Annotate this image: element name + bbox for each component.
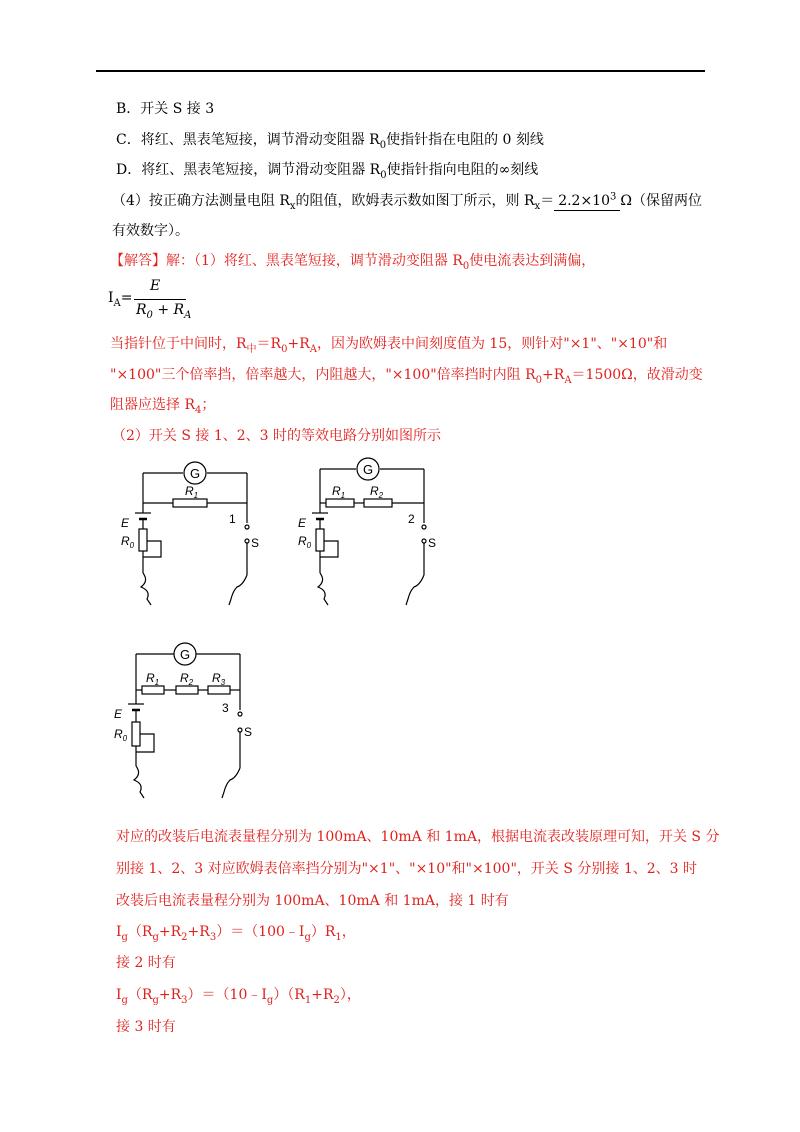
question-4-cont: 有效数字）。 [112, 223, 189, 239]
para-4: 对应的改装后电流表量程分别为 100mA、10mA 和 1mA，根据电流表改装原理可知，开关 S 分 [116, 829, 720, 845]
para-5: 别接 1、2、3 对应欧姆表倍率挡分别为"×1"、"×10"和"×100"，开关 S 分别接 1、2、3 时 [116, 861, 698, 877]
connect-3: 接 3 时有 [116, 1019, 176, 1035]
para-3: 阻器应选择 $R_4$； [110, 397, 216, 416]
solution-tag: 【解答】 [110, 253, 166, 269]
battery-label: E [121, 516, 130, 530]
para-1: 当指针位于中间时，$R_中=R_0+R_A$，因为欧姆表中间刻度值为 15，则针对"×1"、"×10"和 [110, 336, 668, 355]
resistor-label-r1: $R_1$ [146, 671, 160, 687]
battery-label: E [298, 516, 307, 530]
resistor-label-r1: $R_1$ [332, 484, 346, 500]
rheostat-label: $R_0$ [298, 534, 312, 550]
resistor-label-r2: $R_2$ [370, 484, 384, 500]
switch-label: S [251, 536, 260, 550]
switch-position-label: 3 [222, 701, 229, 715]
rheostat-label: $R_0$ [114, 727, 128, 743]
option-b: B．开关 S 接 3 [116, 101, 215, 117]
switch-position-label: 2 [408, 512, 415, 526]
circuit-diagram-2 [292, 455, 452, 615]
connect-2: 接 2 时有 [116, 955, 176, 971]
rheostat-label: $R_0$ [121, 534, 135, 550]
equation-1: $I_g(R_g+R_2+R_3)=(100﹣I_g)R_1$， [116, 924, 356, 943]
switch-label: S [428, 536, 437, 550]
question-4: （4）按正确方法测量电阻 $R_x$的阻值，欧姆表示数如图丁所示，则 $R_x= 2.2\times 10^3$ Ω（保留两位 [112, 191, 702, 212]
circuit-diagram-1 [115, 455, 275, 615]
resistor-label-r3: $R_3$ [212, 671, 226, 687]
para-6: 改装后电流表量程分别为 100mA、10mA 和 1mA，接 1 时有 [116, 893, 509, 909]
header-rule [96, 70, 705, 72]
option-c: C．将红、黑表笔短接，调节滑动变阻器 $R_0$使指针指在电阻的 0 刻线 [116, 132, 544, 151]
switch-label: S [244, 725, 253, 739]
circuit-diagram-3 [110, 640, 270, 805]
resistor-label-r2: $R_2$ [180, 671, 194, 687]
galvanometer-label: G [189, 466, 201, 481]
solution-intro: 【解答】解：（1）将红、黑表笔短接，调节滑动变阻器 $R_0$使电流表达到满偏， [110, 253, 596, 272]
resistor-label: $R_1$ [185, 484, 199, 500]
answer-blank: $2.2\times 10^3$ [554, 192, 620, 211]
option-d: D．将红、黑表笔短接，调节滑动变阻器 $R_0$使指针指向电阻的∞刻线 [116, 162, 539, 181]
para-2: "×100"三个倍率挡，倍率越大，内阻越大，"×100"倍率挡时内阻 $R_0+R_A=1500\Omega$，故滑动变 [110, 367, 703, 386]
equation-2: $I_g(R_g+R_3)=(10﹣I_g)(R_1+R_2)$， [116, 987, 361, 1006]
part-2: （2）开关 S 接 1、2、3 时的等效电路分别如图所示 [112, 428, 442, 444]
switch-position-label: 1 [229, 512, 236, 526]
galvanometer-label: G [362, 462, 374, 477]
galvanometer-label: G [179, 647, 191, 662]
battery-label: E [114, 707, 123, 721]
